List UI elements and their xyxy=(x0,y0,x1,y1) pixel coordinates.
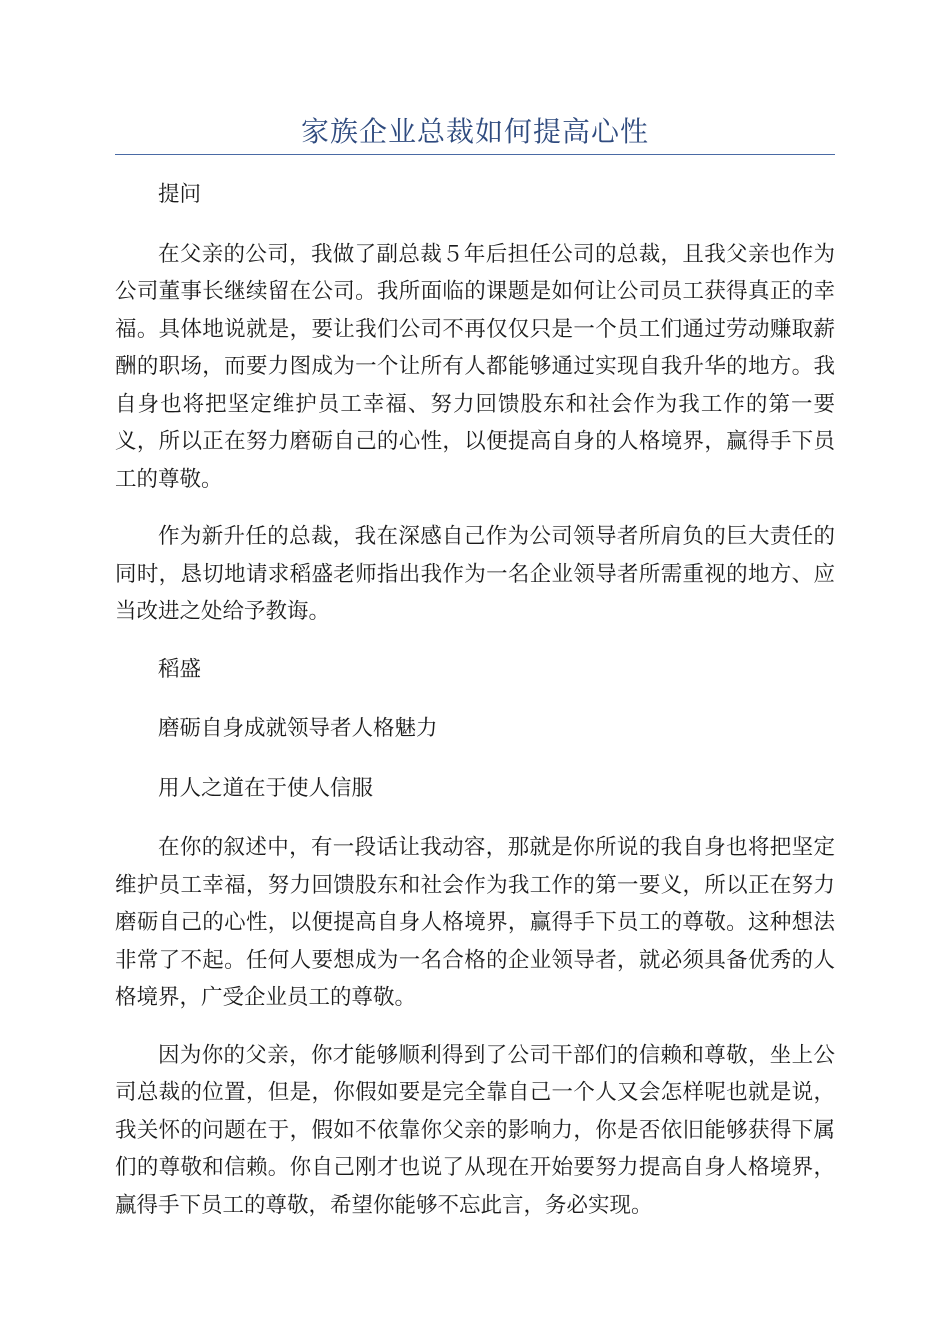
paragraph-question-label: 提问 xyxy=(158,182,202,207)
document-title: 家族企业总裁如何提高心性 xyxy=(300,115,649,148)
paragraph-answer-label: 稻盛 xyxy=(158,656,202,682)
document-body xyxy=(115,176,835,1244)
title-underline xyxy=(115,154,835,155)
paragraph: 在父亲的公司，我做了副总裁５年后担任公司的总裁，且我父亲也作为公司董事长继续留在公司。我所面临的课题是如何让公司员工获得真正的幸福。具体地说就是，要让我们公司不再仅仅只是一个员工们通过劳动赚取薪酬的职场，而要力图成为一个让所有人都能够通过实现自我升华的地方。我自身也将把坚定维护员工幸福、努力回馈股东和社会作为我工作的第一要义，所以正在努力磨砺自己的心性，以便提高自身的人格境界，赢得手下员工的尊敬。 xyxy=(115,241,835,492)
section-heading: 磨砺自身成就领导者人格魅力 xyxy=(158,716,438,741)
section-subheading: 用人之道在于使人信服 xyxy=(158,775,374,801)
paragraph: 在你的叙述中，有一段话让我动容，那就是你所说的我自身也将把坚定维护员工幸福，努力回馈股东和社会作为我工作的第一要义，所以正在努力磨砺自己的心性，以便提高自身人格境界，赢得手下员工的尊敬。这种想法非常了不起。任何人要想成为一名合格的企业领导者，就必须具备优秀的人格境界，广受企业员工的尊敬。 xyxy=(115,835,835,1010)
paragraph: 作为新升任的总裁，我在深感自己作为公司领导者所肩负的巨大责任的同时，恳切地请求稻盛老师指出我作为一名企业领导者所需重视的地方、应当改进之处给予教诲。 xyxy=(115,524,835,624)
paragraph: 因为你的父亲，你才能够顺利得到了公司干部们的信赖和尊敬，坐上公司总裁的位置，但是，你假如要是完全靠自己一个人又会怎样呢也就是说，我关怀的问题在于，假如不依靠你父亲的影响力，你是否依旧能够获得下属们的尊敬和信赖。你自己刚才也说了从现在开始要努力提高自身人格境界，赢得手下员工的尊敬，希望你能够不忘此言，务必实现。 xyxy=(115,1042,835,1218)
